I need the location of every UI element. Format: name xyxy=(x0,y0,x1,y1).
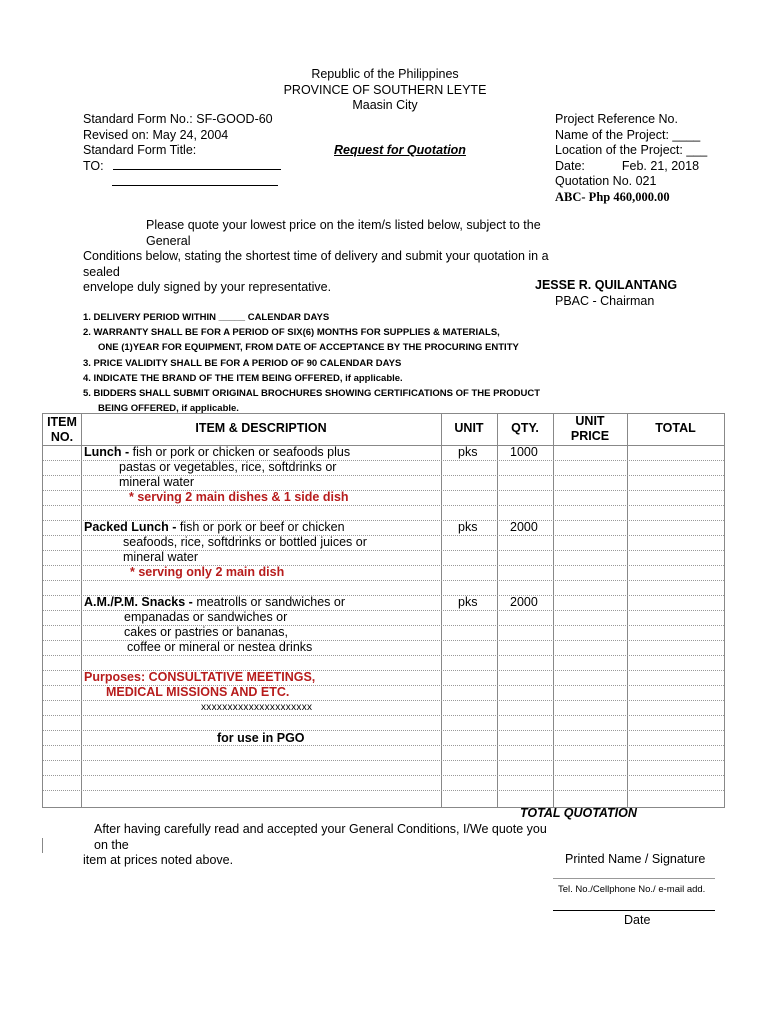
row-line xyxy=(43,505,724,506)
row-line xyxy=(43,745,724,746)
row-line xyxy=(43,760,724,761)
item-line xyxy=(84,520,367,535)
condition-item: ONE (1)YEAR FOR EQUIPMENT, FROM DATE OF ACCEPTANCE BY THE PROCURING ENTITY xyxy=(98,342,519,354)
item-desc: pastas or vegetables, rice, softdrinks or xyxy=(119,460,337,474)
project-name: Name of the Project: ____ xyxy=(555,127,701,142)
item-desc: mineral water xyxy=(119,475,195,489)
form-title-label: Standard Form Title: xyxy=(83,143,197,157)
to-label: TO: xyxy=(83,158,104,173)
item-row xyxy=(84,595,345,655)
header-description: ITEM & DESCRIPTION xyxy=(195,421,327,435)
item-line xyxy=(84,445,350,460)
item-desc: seafoods, rice, softdrinks or bottled juices or xyxy=(123,535,367,549)
item-note: * serving 2 main dishes & 1 side dish xyxy=(129,490,349,504)
header-city: Maasin City xyxy=(352,98,418,112)
header-unit-price xyxy=(553,414,627,444)
contact-label: Tel. No./Cellphone No./ e-mail add. xyxy=(558,884,706,895)
row-line xyxy=(43,700,724,701)
general-conditions xyxy=(83,310,540,416)
project-location: Location of the Project: ___ xyxy=(555,143,708,157)
condition-item: 5. BIDDERS SHALL SUBMIT ORIGINAL BROCHURES SHOWING CERTIFICATIONS OF THE PRODUCT xyxy=(83,388,541,400)
header-province: PROVINCE OF SOUTHERN LEYTE xyxy=(283,82,487,97)
item-desc: coffee or mineral or nestea drinks xyxy=(127,640,313,654)
date-signature-label: Date xyxy=(624,913,651,927)
item-note: * serving only 2 main dish xyxy=(130,565,285,579)
date-label: Date: xyxy=(555,158,585,173)
header-total: TOTAL xyxy=(655,421,696,435)
to-field[interactable] xyxy=(113,169,281,170)
intro-line-3: envelope duly signed by your representative. xyxy=(83,280,332,294)
closing-line-2: item at prices noted above. xyxy=(83,853,234,867)
purposes-line-2: MEDICAL MISSIONS AND ETC. xyxy=(106,685,290,699)
purposes xyxy=(84,670,315,700)
row-line xyxy=(43,790,724,791)
form-number: Standard Form No.: SF-GOOD-60 xyxy=(83,112,273,126)
printed-name-label: Printed Name / Signature xyxy=(565,852,706,866)
header-republic: Republic of the Philippines xyxy=(311,67,459,81)
date-value: Feb. 21, 2018 xyxy=(621,158,700,173)
item-qty: 2000 xyxy=(510,520,538,534)
form-revised: Revised on: May 24, 2004 xyxy=(83,127,229,142)
document-title: Request for Quotation xyxy=(334,143,466,157)
item-row xyxy=(84,520,367,580)
signatory-name: JESSE R. QUILANTANG xyxy=(535,278,678,292)
condition-item: BEING OFFERED, if applicable. xyxy=(98,403,239,415)
item-desc: fish or pork or chicken or seafoods plus xyxy=(132,445,351,459)
header-item-label: ITEM xyxy=(47,415,77,429)
date-line[interactable] xyxy=(553,910,715,911)
item-unit: pks xyxy=(458,595,478,609)
item-qty: 1000 xyxy=(510,445,538,459)
item-name: A.M./P.M. Snacks - xyxy=(84,595,197,609)
closing-line-1: After having carefully read and accepted your General Conditions, I/We quote you on the xyxy=(94,822,547,852)
item-line xyxy=(84,595,345,610)
intro-line-2: Conditions below, stating the shortest time of delivery and submit your quotation in a sealed xyxy=(83,249,549,279)
item-desc: meatrolls or sandwiches or xyxy=(196,595,345,609)
project-reference: Project Reference No. xyxy=(555,112,678,126)
item-desc: cakes or pastries or bananas, xyxy=(124,625,288,639)
item-desc: mineral water xyxy=(123,550,199,564)
row-line xyxy=(43,730,724,731)
header-item-no xyxy=(43,415,81,445)
condition-item: 3. PRICE VALIDITY SHALL BE FOR A PERIOD OF 90 CALENDAR DAYS xyxy=(83,357,402,369)
header-qty: QTY. xyxy=(511,421,539,435)
for-use-note: for use in PGO xyxy=(217,731,305,745)
header-no-label: NO. xyxy=(50,430,74,444)
item-desc: empanadas or sandwiches or xyxy=(124,610,288,624)
header-unit-price-line2: PRICE xyxy=(570,429,610,443)
condition-item: 2. WARRANTY SHALL BE FOR A PERIOD OF SIX(6) MONTHS FOR SUPPLIES & MATERIALS, xyxy=(83,327,500,339)
project-date xyxy=(555,159,707,175)
item-row xyxy=(84,445,350,505)
document-header xyxy=(0,67,770,114)
intro-line-1: Please quote your lowest price on the item/s listed below, subject to the General xyxy=(146,218,541,248)
closing-paragraph xyxy=(83,822,563,869)
filler-marks: xxxxxxxxxxxxxxxxxxxxx xyxy=(201,702,313,713)
header-unit-price-line1: UNIT xyxy=(575,414,605,428)
to-second-line xyxy=(112,185,278,186)
item-desc: fish or pork or beef or chicken xyxy=(179,520,345,534)
intro-paragraph xyxy=(83,218,563,296)
to-line xyxy=(83,159,281,175)
condition-item: 1. DELIVERY PERIOD WITHIN _____ CALENDAR DAYS xyxy=(83,312,330,323)
condition-item: 4. INDICATE THE BRAND OF THE ITEM BEING OFFERED, if applicable. xyxy=(83,372,403,384)
contact-line[interactable] xyxy=(553,878,715,879)
row-line xyxy=(43,580,724,581)
row-line xyxy=(43,775,724,776)
row-line xyxy=(43,655,724,656)
margin-mark xyxy=(42,838,43,853)
item-unit: pks xyxy=(458,445,478,459)
purposes-line-1: Purposes: CONSULTATIVE MEETINGS, xyxy=(84,670,316,684)
quotation-table xyxy=(42,413,725,808)
item-name: Packed Lunch - xyxy=(84,520,180,534)
quotation-number: Quotation No. 021 xyxy=(555,174,657,188)
form-info xyxy=(83,112,281,174)
abc-amount: ABC- Php 460,000.00 xyxy=(555,189,670,204)
project-info xyxy=(555,112,707,205)
item-name: Lunch - xyxy=(84,445,133,459)
item-unit: pks xyxy=(458,520,478,534)
signatory-position: PBAC - Chairman xyxy=(555,294,655,308)
header-unit: UNIT xyxy=(454,421,484,435)
total-quotation-label: TOTAL QUOTATION xyxy=(520,806,637,820)
row-line xyxy=(43,715,724,716)
item-qty: 2000 xyxy=(510,595,538,609)
